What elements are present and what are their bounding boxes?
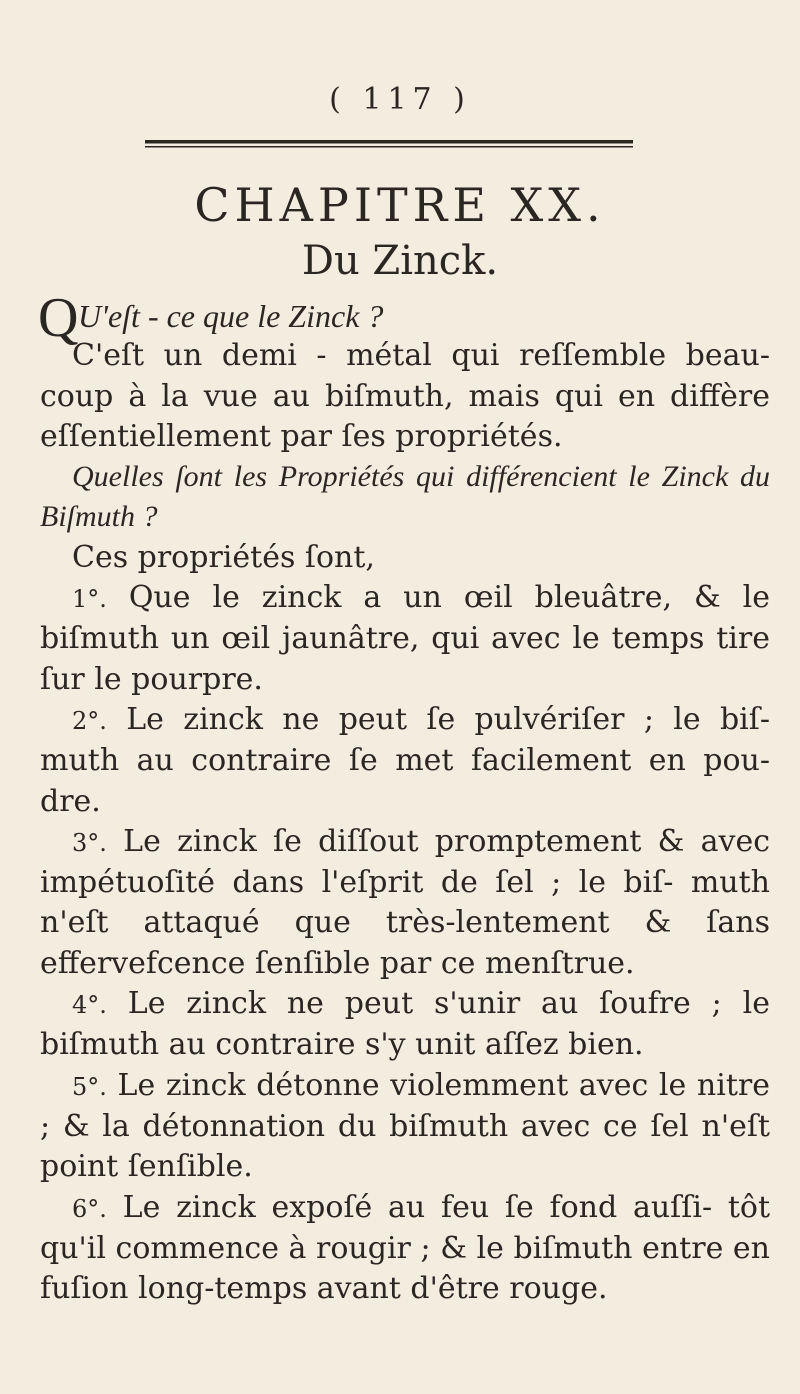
question-2: Quelles ſont les Propriétés qui différencient le Zinck du Biſmuth ? (40, 460, 770, 534)
answer-2-intro: Ces propriétés ſont, (72, 539, 375, 575)
chapter-subtitle: Du Zinck. (301, 238, 499, 284)
drop-cap: Q (38, 287, 79, 349)
header-rule (145, 140, 633, 150)
question-1 (38, 287, 770, 349)
list-item: 4°. Le zinck ne peut s'unir au ſoufre ; le biſmuth au contraire s'y unit aſſez bien. (40, 986, 770, 1063)
list-item: 5°. Le zinck détonne violemment avec le nitre ; & la détonnation du biſmuth avec ce ſel n'eſt point ſenſible. (40, 1067, 770, 1185)
page-number: ( 117 ) (329, 82, 471, 117)
list-item: 1°. Que le zinck a un œil bleuâtre, & le biſmuth un œil jaunâtre, qui avec le temps tire ſur le pourpre. (40, 580, 770, 697)
chapter-title: CHAPITRE XX. (194, 178, 606, 232)
answer-1: C'eſt un demi - métal qui reſſemble beau- coup à la vue au biſmuth, mais qui en diffère eſſentiellement par ſes propriétés. (40, 338, 770, 454)
question-1-text: U'eſt - ce que le Zinck ? (78, 298, 384, 334)
list-item: 6°. Le zinck expoſé au feu ſe fond auſſi- tôt qu'il commence à rougir ; & le biſmuth entre en fuſion long-temps avant d'être rouge. (40, 1189, 770, 1307)
list-item: 2°. Le zinck ne peut ſe pulvériſer ; le biſ- muth au contraire ſe met facilement en pou- dre. (40, 701, 770, 819)
body-text (38, 287, 770, 1309)
list-item: 3°. Le zinck ſe diſſout promptement & avec impétuoſité dans l'eſprit de ſel ; le biſ- muth n'eſt attaqué que très-lentement & ſans effervefcence ſenſible par ce menſtrue. (40, 823, 770, 981)
